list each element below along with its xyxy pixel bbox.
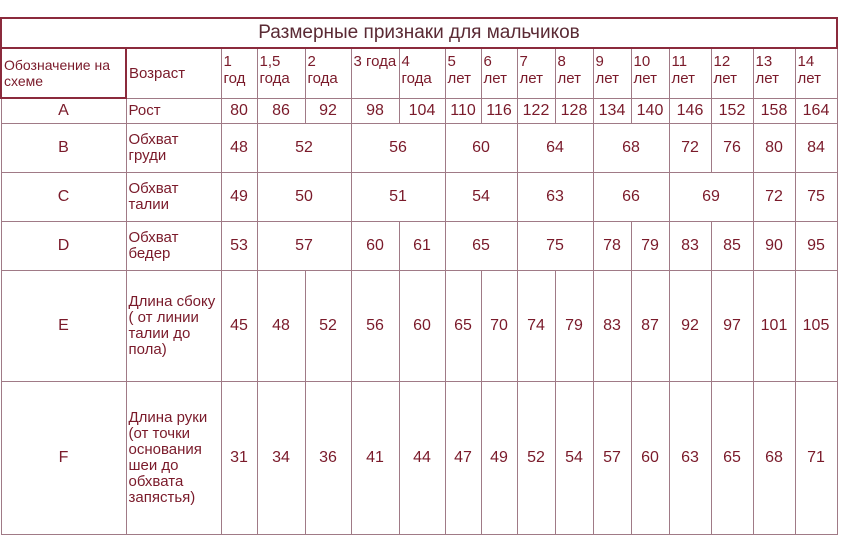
header-age: Возраст bbox=[126, 48, 221, 98]
age-header: 9 лет bbox=[593, 48, 631, 98]
row-label: Длина сбоку ( от линии талии до пола) bbox=[126, 271, 221, 382]
boys-size-table bbox=[0, 17, 838, 535]
table-cell: 66 bbox=[593, 173, 669, 222]
table-cell: 48 bbox=[221, 124, 257, 173]
age-header: 10 лет bbox=[631, 48, 669, 98]
table-cell: 71 bbox=[795, 382, 837, 535]
table-cell: 49 bbox=[481, 382, 517, 535]
table-cell: 57 bbox=[257, 222, 351, 271]
table-cell: 36 bbox=[305, 382, 351, 535]
table-cell: 104 bbox=[399, 98, 445, 124]
table-row bbox=[1, 173, 837, 222]
table-cell: 86 bbox=[257, 98, 305, 124]
table-cell: 80 bbox=[753, 124, 795, 173]
table-row bbox=[1, 222, 837, 271]
table-cell: 101 bbox=[753, 271, 795, 382]
table-cell: 61 bbox=[399, 222, 445, 271]
table-cell: 57 bbox=[593, 382, 631, 535]
table-cell: 98 bbox=[351, 98, 399, 124]
table-cell: 60 bbox=[445, 124, 517, 173]
table-cell: 79 bbox=[555, 271, 593, 382]
row-code: E bbox=[1, 271, 126, 382]
table-cell: 70 bbox=[481, 271, 517, 382]
table-cell: 52 bbox=[517, 382, 555, 535]
table-cell: 146 bbox=[669, 98, 711, 124]
table-cell: 53 bbox=[221, 222, 257, 271]
row-label: Обхват талии bbox=[126, 173, 221, 222]
table-cell: 52 bbox=[305, 271, 351, 382]
table-cell: 164 bbox=[795, 98, 837, 124]
table-cell: 54 bbox=[445, 173, 517, 222]
row-code: D bbox=[1, 222, 126, 271]
table-cell: 85 bbox=[711, 222, 753, 271]
row-label: Обхват бедер bbox=[126, 222, 221, 271]
table-cell: 69 bbox=[669, 173, 753, 222]
table-cell: 65 bbox=[445, 271, 481, 382]
table-cell: 54 bbox=[555, 382, 593, 535]
table-cell: 45 bbox=[221, 271, 257, 382]
table-cell: 60 bbox=[351, 222, 399, 271]
table-cell: 51 bbox=[351, 173, 445, 222]
age-header: 2 года bbox=[305, 48, 351, 98]
table-cell: 72 bbox=[669, 124, 711, 173]
table-cell: 41 bbox=[351, 382, 399, 535]
table-title: Размерные признаки для мальчиков bbox=[1, 18, 837, 48]
row-code: A bbox=[1, 98, 126, 124]
table-cell: 95 bbox=[795, 222, 837, 271]
table-cell: 34 bbox=[257, 382, 305, 535]
table-cell: 92 bbox=[669, 271, 711, 382]
table-cell: 48 bbox=[257, 271, 305, 382]
age-header: 4 года bbox=[399, 48, 445, 98]
header-row bbox=[1, 48, 837, 98]
table-row bbox=[1, 382, 837, 535]
table-cell: 110 bbox=[445, 98, 481, 124]
table-cell: 158 bbox=[753, 98, 795, 124]
table-cell: 80 bbox=[221, 98, 257, 124]
table-cell: 79 bbox=[631, 222, 669, 271]
age-header: 8 лет bbox=[555, 48, 593, 98]
table-cell: 75 bbox=[795, 173, 837, 222]
table-cell: 83 bbox=[669, 222, 711, 271]
table-cell: 63 bbox=[669, 382, 711, 535]
table-cell: 83 bbox=[593, 271, 631, 382]
age-header: 5 лет bbox=[445, 48, 481, 98]
table-cell: 116 bbox=[481, 98, 517, 124]
age-header: 7 лет bbox=[517, 48, 555, 98]
table-cell: 90 bbox=[753, 222, 795, 271]
table-cell: 78 bbox=[593, 222, 631, 271]
age-header: 6 лет bbox=[481, 48, 517, 98]
table-row bbox=[1, 271, 837, 382]
age-header: 14 лет bbox=[795, 48, 837, 98]
table-cell: 105 bbox=[795, 271, 837, 382]
table-cell: 74 bbox=[517, 271, 555, 382]
age-header: 13 лет bbox=[753, 48, 795, 98]
table-cell: 31 bbox=[221, 382, 257, 535]
table-cell: 56 bbox=[351, 124, 445, 173]
table-row bbox=[1, 124, 837, 173]
table-cell: 97 bbox=[711, 271, 753, 382]
table-cell: 60 bbox=[399, 271, 445, 382]
table-cell: 134 bbox=[593, 98, 631, 124]
table-cell: 50 bbox=[257, 173, 351, 222]
table-cell: 84 bbox=[795, 124, 837, 173]
table-cell: 122 bbox=[517, 98, 555, 124]
table-cell: 49 bbox=[221, 173, 257, 222]
table-cell: 47 bbox=[445, 382, 481, 535]
table-cell: 68 bbox=[753, 382, 795, 535]
table-cell: 75 bbox=[517, 222, 593, 271]
table-cell: 63 bbox=[517, 173, 593, 222]
age-header: 12 лет bbox=[711, 48, 753, 98]
table-cell: 87 bbox=[631, 271, 669, 382]
table-cell: 65 bbox=[711, 382, 753, 535]
table-cell: 72 bbox=[753, 173, 795, 222]
table-cell: 56 bbox=[351, 271, 399, 382]
row-code: B bbox=[1, 124, 126, 173]
size-table-container bbox=[0, 17, 836, 535]
row-code: C bbox=[1, 173, 126, 222]
table-cell: 76 bbox=[711, 124, 753, 173]
age-header: 3 года bbox=[351, 48, 399, 98]
row-label: Рост bbox=[126, 98, 221, 124]
table-cell: 92 bbox=[305, 98, 351, 124]
row-label: Длина руки (от точки основания шеи до обхвата запястья) bbox=[126, 382, 221, 535]
table-cell: 52 bbox=[257, 124, 351, 173]
row-code: F bbox=[1, 382, 126, 535]
table-row bbox=[1, 98, 837, 124]
table-cell: 152 bbox=[711, 98, 753, 124]
title-row bbox=[1, 18, 837, 48]
table-cell: 44 bbox=[399, 382, 445, 535]
age-header: 11 лет bbox=[669, 48, 711, 98]
table-cell: 140 bbox=[631, 98, 669, 124]
age-header: 1,5 года bbox=[257, 48, 305, 98]
table-cell: 128 bbox=[555, 98, 593, 124]
row-label: Обхват груди bbox=[126, 124, 221, 173]
header-sign: Обозначение на схеме bbox=[1, 48, 126, 98]
table-cell: 60 bbox=[631, 382, 669, 535]
table-cell: 65 bbox=[445, 222, 517, 271]
age-header: 1 год bbox=[221, 48, 257, 98]
table-cell: 68 bbox=[593, 124, 669, 173]
table-cell: 64 bbox=[517, 124, 593, 173]
